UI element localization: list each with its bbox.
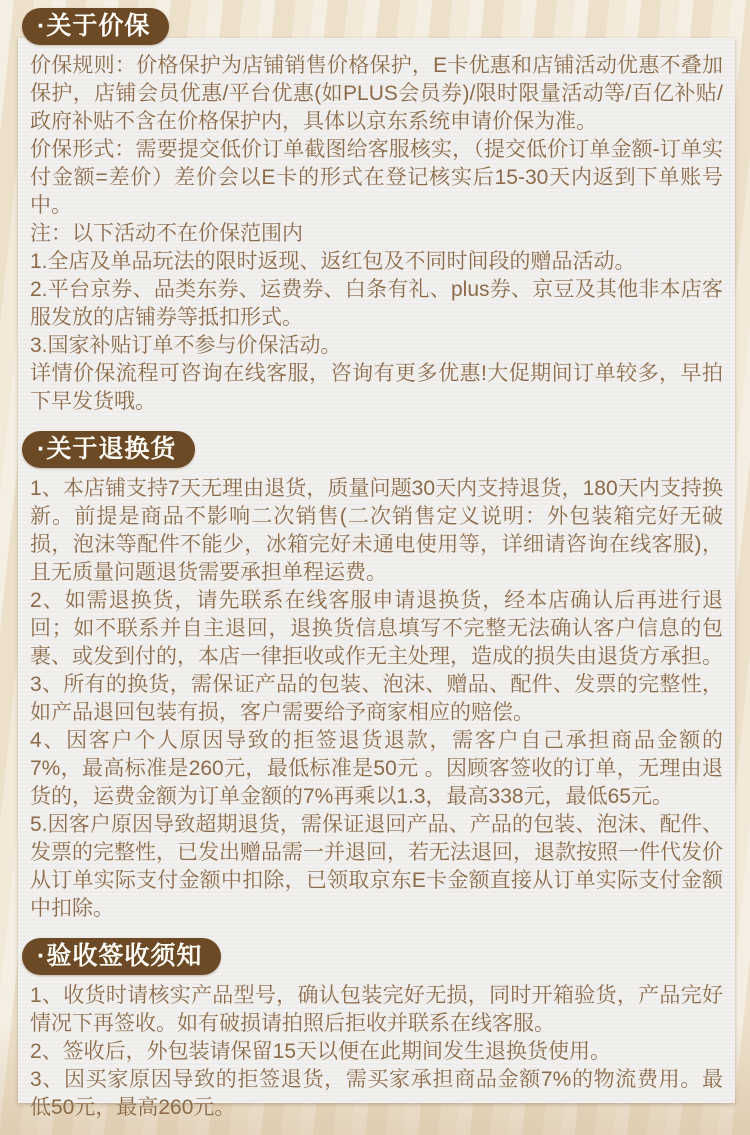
section-returns-exchanges	[0, 416, 750, 923]
policy-paragraph: 4、因客户个人原因导致的拒签退货退款，需客户自己承担商品金额的7%，最高标准是260元，最低标准是50元 。因顾客签收的订单，无理由退货的，运费金额为订单金额的7%再乘以1.3，最高338元，最低65元。	[30, 729, 723, 808]
policy-paragraph: 3.国家补贴订单不参与价保活动。	[30, 334, 342, 357]
section-body	[0, 975, 750, 1122]
policy-paragraph: 2、如需退换货，请先联系在线客服申请退换货，经本店确认后再进行退回；如不联系并自主退回，退换货信息填写不完整无法确认客户信息的包裹、或发到付的，本店一律拒收或作无主处理，造成的损失由退货方承担。	[30, 589, 723, 668]
policy-paragraph: 3、因买家原因导致的拒签退货，需买家承担商品金额7%的物流费用。最低50元，最高260元。	[30, 1068, 723, 1119]
policy-paragraph: 注：以下活动不在价保范围内	[30, 222, 303, 245]
section-price-protection	[0, 8, 750, 416]
policy-paragraph: 1、收货时请核实产品型号，确认包装完好无损，同时开箱验货，产品完好情况下再签收。如有破损请拍照后拒收并联系在线客服。	[30, 984, 723, 1035]
policy-paragraph: 详情价保流程可咨询在线客服，咨询有更多优惠!大促期间订单较多，早拍下早发货哦。	[30, 362, 723, 413]
policy-paragraph: 价保规则：价格保护为店铺销售价格保护，E卡优惠和店铺活动优惠不叠加保护，店铺会员优惠/平台优惠(如PLUS会员券)/限时限量活动等/百亿补贴/政府补贴不含在价格保护内，具体以京东系统申请价保为准。	[30, 54, 723, 133]
section-badge-returns-exchanges: ·关于退换货	[22, 431, 195, 468]
section-acceptance-signing	[0, 923, 750, 1122]
section-body	[0, 45, 750, 416]
policy-paragraph: 1、本店铺支持7天无理由退货，质量问题30天内支持退货，180天内支持换新。前提是商品不影响二次销售(二次销售定义说明：外包装箱完好无破损，泡沫等配件不能少，冰箱完好未通电使用等，详细请咨询在线客服)，且无质量问题退货需要承担单程运费。	[30, 477, 723, 584]
section-badge-acceptance-signing: ·验收签收须知	[22, 938, 221, 975]
policy-paragraph: 价保形式：需要提交低价订单截图给客服核实，（提交低价订单金额-订单实付金额=差价）差价会以E卡的形式在登记核实后15-30天内返到下单账号中。	[30, 138, 723, 217]
policy-paragraph: 2.平台京券、品类东券、运费券、白条有礼、plus券、京豆及其他非本店客服发放的店铺券等抵扣形式。	[30, 278, 723, 329]
policy-paragraph: 3、所有的换货，需保证产品的包装、泡沫、赠品、配件、发票的完整性，如产品退回包装有损，客户需要给予商家相应的赔偿。	[30, 673, 723, 724]
policy-paragraph: 5.因客户原因导致超期退货，需保证退回产品、产品的包装、泡沫、配件、发票的完整性，已发出赠品需一并退回，若无法退回，退款按照一件代发价从订单实际支付金额中扣除，已领取京东E卡金额直接从订单实际支付金额中扣除。	[30, 813, 723, 920]
section-body	[0, 468, 750, 923]
section-badge-price-protection: ·关于价保	[22, 8, 169, 45]
policy-paragraph: 2、签收后，外包装请保留15天以便在此期间发生退换货使用。	[30, 1040, 612, 1063]
policy-paragraph: 1.全店及单品玩法的限时返现、返红包及不同时间段的赠品活动。	[30, 250, 636, 273]
